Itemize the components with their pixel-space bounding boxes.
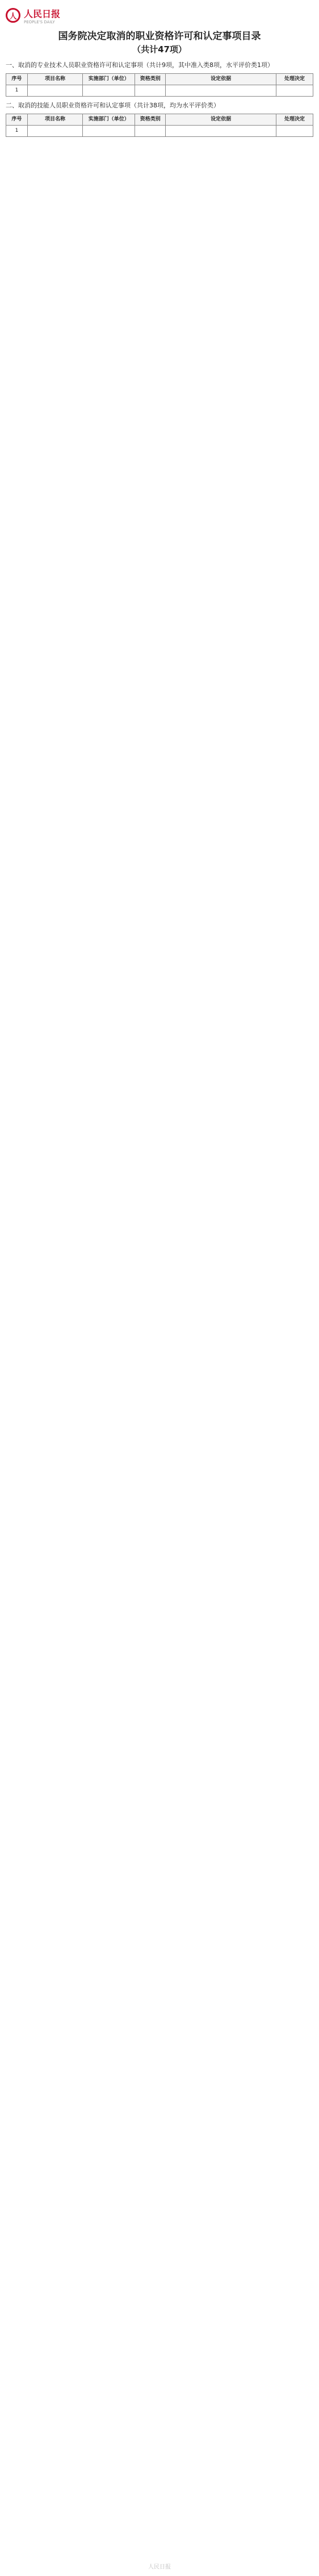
table-header-row — [6, 114, 313, 126]
column-header: 资格类别 — [135, 74, 166, 85]
column-header: 项目名称 — [27, 114, 82, 126]
brand-logo — [6, 6, 313, 25]
section2-heading: 二、取消的技能人员职业资格许可和认定事项（共计38项，均为水平评价类） — [6, 102, 220, 109]
decision — [276, 85, 313, 97]
column-header: 资格类别 — [135, 114, 166, 126]
column-header: 实施部门（单位） — [83, 114, 135, 126]
column-header: 实施部门（单位） — [83, 74, 135, 85]
brand-name: 人民日报 — [24, 8, 61, 19]
column-header: 项目名称 — [27, 74, 82, 85]
legal-basis — [166, 85, 276, 97]
watermark: 人民日报 — [148, 2564, 171, 2570]
column-header: 序号 — [6, 74, 28, 85]
column-header: 处理决定 — [276, 114, 313, 126]
qualification-type — [135, 126, 166, 137]
section2-table — [6, 114, 313, 137]
people-daily-logo-icon: 人 — [6, 8, 20, 23]
implementing-dept — [83, 85, 135, 97]
item-name — [27, 85, 82, 97]
table-row — [6, 126, 313, 137]
decision — [276, 126, 313, 137]
implementing-dept — [83, 126, 135, 137]
column-header: 处理决定 — [276, 74, 313, 85]
column-header: 序号 — [6, 114, 28, 126]
column-header: 设定依据 — [166, 74, 276, 85]
table-row — [6, 85, 313, 97]
page-subtitle: （共计47项） — [132, 44, 187, 55]
table-header-row — [6, 74, 313, 85]
section1-heading: 一、取消的专业技术人员职业资格许可和认定事项（共计9项，其中准入类8项，水平评价类1项） — [6, 61, 274, 69]
legal-basis — [166, 126, 276, 137]
brand-subtitle: PEOPLE'S DAILY — [24, 19, 55, 24]
row-number: 1 — [6, 126, 28, 137]
column-header: 设定依据 — [166, 114, 276, 126]
qualification-type — [135, 85, 166, 97]
section1-table — [6, 73, 313, 97]
item-name — [27, 126, 82, 137]
page-title: 国务院决定取消的职业资格许可和认定事项目录 — [58, 31, 261, 42]
row-number: 1 — [6, 85, 28, 97]
